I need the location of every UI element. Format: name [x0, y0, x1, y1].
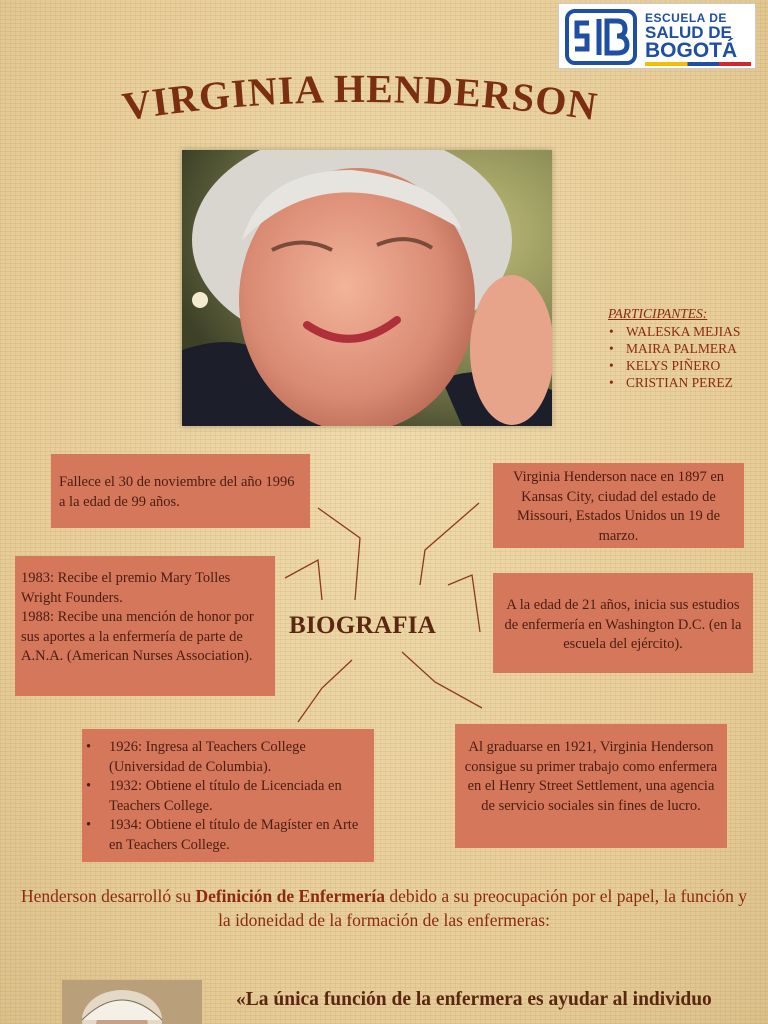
- school-logo: [558, 3, 756, 69]
- bio-box-teachers-college: [82, 729, 374, 862]
- connector-line: [402, 652, 482, 708]
- connector-line: [285, 560, 322, 600]
- definition-after: debido a su preocupación por el papel, la función y la idoneidad de la formación de las enfermeras:: [218, 886, 748, 930]
- participant-item: • MAIRA PALMERA: [608, 340, 768, 357]
- participant-item: • WALESKA MEJIAS: [608, 323, 768, 340]
- award-1988: 1988: Recibe una mención de honor por sus aportes a la enfermería de parte de A.N.A. (American Nurses Association).: [21, 609, 254, 664]
- svg-text:VIRGINIA HENDERSON: [119, 72, 600, 129]
- definition-paragraph: [20, 884, 748, 932]
- definition-bold: Definición de Enfermería: [195, 886, 385, 906]
- logo-flag-bar: [645, 62, 751, 66]
- award-1983: 1983: Recibe el premio Mary Tolles Wright Founders.: [21, 570, 231, 606]
- biography-label: BIOGRAFIA: [289, 612, 437, 639]
- connector-line: [318, 508, 360, 600]
- page-title-text: VIRGINIA HENDERSON: [119, 72, 601, 130]
- teachers-item: • 1932: Obtiene el título de Licenciada en Teachers College.: [82, 777, 368, 816]
- nurse-photo: [62, 980, 202, 1024]
- portrait-photo: [182, 150, 552, 426]
- logo-line-1: ESCUELA DE: [645, 11, 727, 25]
- esb-logo-icon: [565, 9, 637, 65]
- bio-box-death: Fallece el 30 de noviembre del año 1996 a la edad de 99 años.: [51, 454, 310, 528]
- connector-line: [420, 503, 479, 585]
- bio-box-studies: A la edad de 21 años, inicia sus estudios de enfermería en Washington D.C. (en la escuela del ejército).: [493, 573, 753, 673]
- participant-item: • KELYS PIÑERO: [608, 357, 768, 374]
- henderson-quote: «La única función de la enfermera es ayudar al individuo: [236, 989, 712, 1010]
- bio-box-first-job: Al graduarse en 1921, Virginia Henderson consigue su primer trabajo como enfermera en el Henry Street Settlement, una agencia de servicio sociales sin fines de lucro.: [455, 724, 727, 848]
- teachers-item: • 1934: Obtiene el título de Magíster en Arte en Teachers College.: [82, 816, 368, 855]
- participants-list: [608, 306, 768, 391]
- connector-line: [448, 575, 480, 632]
- page-title: [80, 72, 640, 142]
- definition-before: Henderson desarrolló su: [20, 886, 196, 906]
- logo-line-3: BOGOTÁ: [645, 39, 738, 62]
- logo-line-2: SALUD DE: [645, 23, 732, 42]
- connector-line: [298, 660, 352, 722]
- participant-item: • CRISTIAN PEREZ: [608, 374, 768, 391]
- bio-box-awards: [15, 556, 275, 696]
- teachers-item: • 1926: Ingresa al Teachers College (Universidad de Columbia).: [82, 738, 368, 777]
- participants-heading: PARTICIPANTES:: [608, 306, 708, 321]
- bio-box-birth: Virginia Henderson nace en 1897 en Kansas City, ciudad del estado de Missouri, Estados Unidos un 19 de marzo.: [493, 463, 744, 548]
